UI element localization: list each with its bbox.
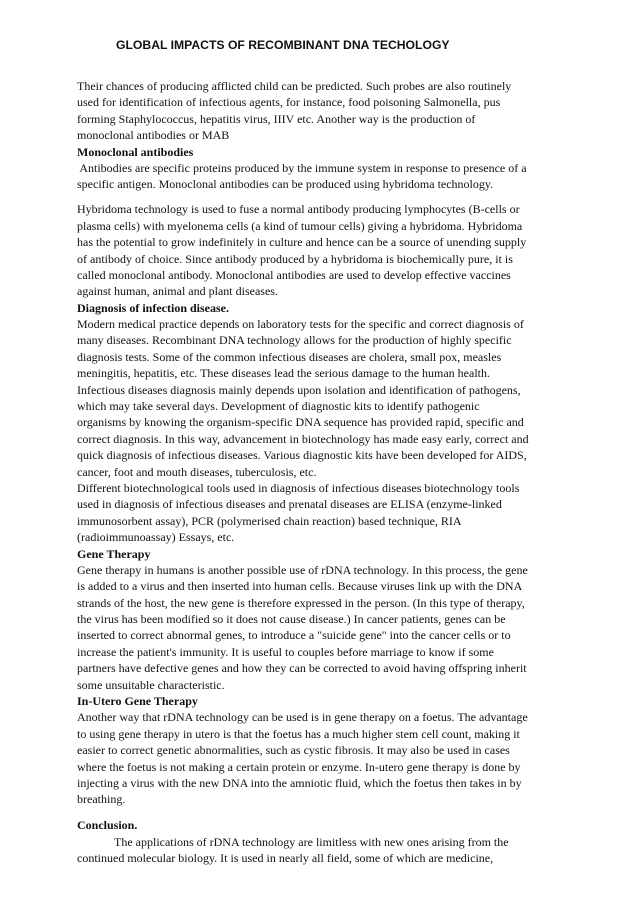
- text-line: Modern medical practice depends on laboratory tests for the specific and correct diagnosis of: [77, 317, 524, 332]
- text-line: which may take several days. Development of diagnostic kits to identify pathogenic: [77, 399, 480, 414]
- text-line: The applications of rDNA technology are limitless with new ones arising from the: [114, 834, 509, 849]
- text-line: against human, animal and plant diseases.: [77, 284, 278, 299]
- text-line: the virus has been modified so it does not cause disease.) In cancer patients, genes can be: [77, 612, 506, 627]
- section-heading-diagnosis: Diagnosis of infection disease.: [77, 300, 230, 315]
- text-line: has the potential to grow indefinitely in culture and hence can be a source of unending supply: [77, 235, 527, 250]
- text-line: injecting a virus with the new DNA into the amniotic fluid, which the foetus then takes in by: [77, 776, 522, 790]
- text-line: organisms by knowing the organism-specific DNA sequence has provided rapid, specific and: [77, 415, 524, 430]
- text-line: quick diagnosis of infectious diseases. Various diagnostic kits have been developed for AIDS,: [77, 448, 527, 463]
- text-line: meningitis, hepatitis, etc. These diseases lead the serious damage to the human health.: [77, 366, 490, 381]
- section-heading-gene-therapy: Gene Therapy: [77, 546, 151, 561]
- section-heading-conclusion: Conclusion.: [77, 818, 138, 833]
- text-line: where the foetus is not making a certain protein or enzyme. In-utero gene therapy is done by: [77, 759, 521, 774]
- text-line: called monoclonal antibody. Monoclonal antibodies are used to develop effective vaccines: [77, 267, 511, 282]
- text-line: used in diagnosis of infectious diseases and prenatal diseases are ELISA (enzyme-linked: [77, 497, 502, 512]
- text-line: monoclonal antibodies or MAB: [77, 128, 230, 143]
- text-line: Different biotechnological tools used in diagnosis of infectious diseases biotechnology tools: [77, 480, 520, 495]
- text-line: used for identification of infectious agents, for instance, food poisoning Salmonella, pus: [77, 95, 501, 110]
- text-line: Gene therapy in humans is another possible use of rDNA technology. In this process, the gene: [77, 562, 528, 577]
- text-line: (radioimmunoassay) Essays, etc.: [77, 530, 235, 545]
- text-line: immunosorbent assay), PCR (polymerised chain reaction) based technique, RIA: [77, 513, 462, 528]
- text-line: strands of the host, the new gene is therefore expressed in the person. (In this type of therapy,: [77, 595, 525, 610]
- document-body: [77, 78, 563, 867]
- text-line: cancer, foot and mouth diseases, tuberculosis, etc.: [77, 464, 317, 479]
- section-heading-in-utero: In-Utero Gene Therapy: [77, 694, 198, 709]
- text-line: Infectious diseases diagnosis mainly depends upon isolation and identification of pathogens,: [77, 382, 521, 397]
- text-line: Another way that rDNA technology can be used is in gene therapy on a foetus. The advantage: [77, 710, 528, 725]
- text-line: inserted to correct abnormal genes, to introduce a "suicide gene" into the cancer cells or to: [77, 628, 511, 643]
- text-line: partners have defective genes and how they can be corrected to avoid having offspring inherit: [77, 661, 527, 676]
- text-line: plasma cells) with myelonema cells (a kind of tumour cells) giving a hybridoma. Hybridoma: [77, 218, 523, 233]
- text-line: easier to correct genetic abnormalities, such as cystic fibrosis. It may also be used in cases: [77, 743, 510, 758]
- text-line: some unsuitable characteristic.: [77, 677, 225, 692]
- text-line: Their chances of producing afflicted child can be predicted. Such probes are also routinely: [77, 79, 512, 93]
- text-line: Antibodies are specific proteins produced by the immune system in response to presence of a: [77, 160, 527, 175]
- text-line: specific antigen. Monoclonal antibodies can be produced using hybridoma technology.: [77, 177, 494, 192]
- text-line: many diseases. Recombinant DNA technology allows for the production of highly specific: [77, 333, 512, 348]
- text-line: of antibody of choice. Since antibody produced by a hybridoma is biochemically pure, it is: [77, 251, 513, 266]
- section-heading-monoclonal: Monoclonal antibodies: [77, 144, 194, 159]
- paragraph-gap: [77, 808, 563, 818]
- document-title: GLOBAL IMPACTS OF RECOMBINANT DNA TECHOLOGY: [116, 38, 450, 52]
- text-line: is added to a virus and then inserted into human cells. Because viruses link up with the DNA: [77, 579, 523, 594]
- text-line: diagnosis tests. Some of the common infectious diseases are cholera, small pox, measles: [77, 349, 502, 364]
- text-line: to using gene therapy in utero is that the foetus has a much higher stem cell count, making it: [77, 726, 520, 741]
- text-line: increase the patient's immunity. It is useful to couples before marriage to know if some: [77, 644, 494, 659]
- text-line: correct diagnosis. In this way, advancement in biotechnology has made easy early, correct and: [77, 431, 529, 446]
- text-line: continued molecular biology. It is used in nearly all field, some of which are medicine,: [77, 851, 494, 866]
- text-line: Hybridoma technology is used to fuse a normal antibody producing lymphocytes (B-cells or: [77, 202, 520, 217]
- text-line: forming Staphylococcus, hepatitis virus, IIIV etc. Another way is the production of: [77, 111, 476, 126]
- text-line: breathing.: [77, 792, 126, 807]
- paragraph-gap: [77, 193, 563, 202]
